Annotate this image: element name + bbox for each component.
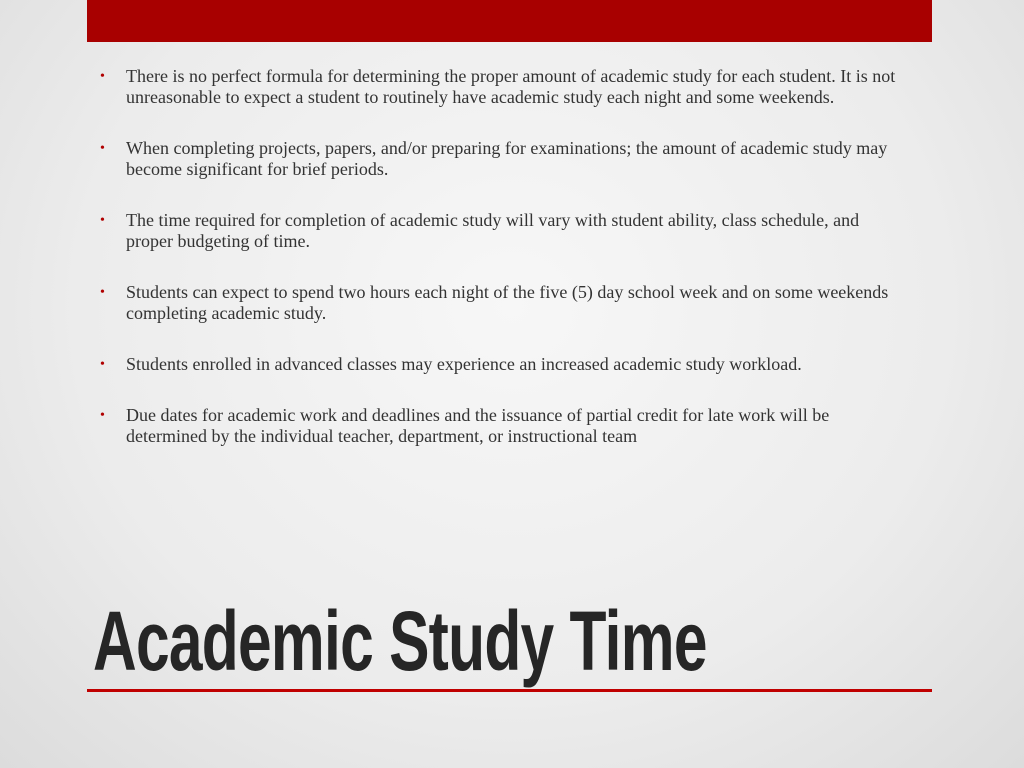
- bullet-icon: •: [100, 141, 105, 156]
- bullet-text: There is no perfect formula for determining the proper amount of academic study for each student. It is not unreasonable to expect a student to routinely have academic study each night and some weekends.: [126, 66, 896, 107]
- bullet-icon: •: [100, 69, 105, 84]
- bullet-item: [100, 138, 910, 180]
- slide-title: Academic Study Time: [93, 594, 707, 688]
- top-accent-bar: [87, 0, 932, 42]
- bullet-item: [100, 210, 910, 252]
- bullet-text: The time required for completion of academic study will vary with student ability, class schedule, and proper budgeting of time.: [126, 210, 860, 251]
- bullet-icon: •: [100, 408, 105, 423]
- bullet-text: Students enrolled in advanced classes may experience an increased academic study workload.: [126, 354, 802, 374]
- bullet-text: Due dates for academic work and deadlines and the issuance of partial credit for late work will be determined by the individual teacher, department, or instructional team: [126, 405, 830, 446]
- bullet-icon: •: [100, 285, 105, 300]
- title-underline: [87, 689, 932, 692]
- bullet-text: When completing projects, papers, and/or preparing for examinations; the amount of academic study may become significant for brief periods.: [126, 138, 888, 179]
- bullet-icon: •: [100, 357, 105, 372]
- bullet-item: [100, 354, 910, 375]
- bullet-item: [100, 282, 910, 324]
- bullet-list: [100, 66, 910, 477]
- bullet-item: [100, 66, 910, 108]
- bullet-text: Students can expect to spend two hours each night of the five (5) day school week and on some weekends completing academic study.: [126, 282, 889, 323]
- bullet-item: [100, 405, 910, 447]
- bullet-icon: •: [100, 213, 105, 228]
